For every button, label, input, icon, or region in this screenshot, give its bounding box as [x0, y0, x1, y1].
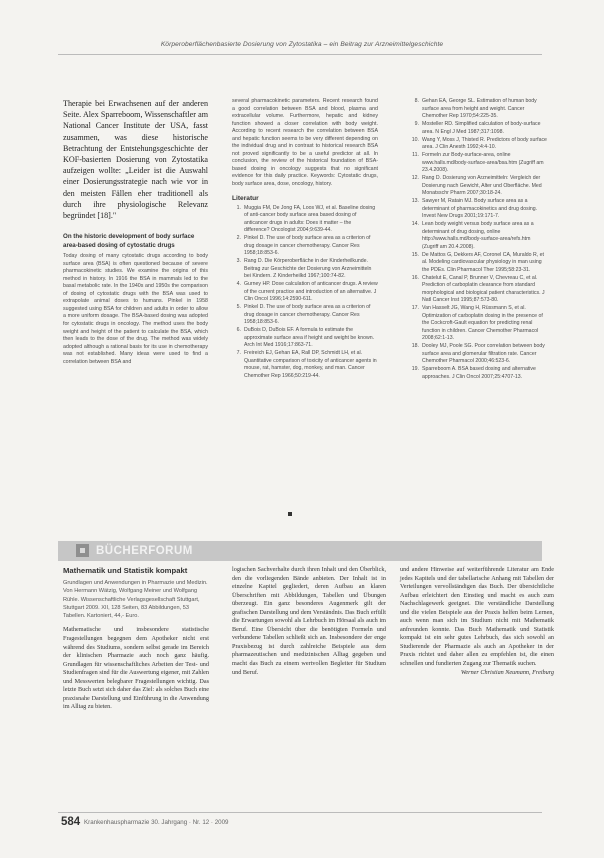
reference-text: Dooley MJ, Poole SG. Poor correlation between body surface area and glomerular filtration rate. Cancer Chemother Pharmacol 2000;46:523-6.	[422, 343, 545, 364]
reference-text: Van Hasselt JG, Wang H, Rüssmann S, et al. Optimization of carboplatin dosing in the presence of the Cockcroft-Gault equation for predicting renal function in children. Cancer Chemother Pharmacol 2008;62:1-13.	[422, 305, 543, 341]
reference-item	[410, 305, 548, 343]
reference-text: De Mattos G, Dekkers AF, Coronel CA, Muraldo R, et al. Modeling cardiovascular physiology in man using the PDEs. Clin Pharmacol Ther 1995;58:23-31.	[422, 251, 544, 273]
reference-item	[410, 221, 548, 251]
reference-text: Chatelut E, Canal P, Brunner V, Chevreau C, et al. Prediction of carboplatin clearance from standard morphological and biological patient characteristics. J Natl Cancer Inst 1995;87:573-80.	[422, 274, 545, 303]
reference-number: 3.	[236, 258, 241, 265]
reference-number: 10.	[411, 136, 419, 143]
footer-rule	[58, 812, 542, 813]
reference-text: Sparreboom A. BSA based dosing and alternative approaches. J Clin Oncol 2007;25:4707-13.	[422, 366, 536, 380]
header-rule	[58, 54, 542, 55]
article-column-right	[410, 98, 548, 382]
reference-item	[232, 205, 378, 235]
reference-number: 9.	[414, 121, 419, 127]
reference-text: Muggia FM, De Jong FA, Loos WJ, et al. Baseline dosing of anti-cancer body surface area based dosing of anticancer drugs in adults: Does it matter – the difference? Oncologist 2004;9:639-44.	[244, 204, 376, 234]
reference-number: 2.	[236, 235, 241, 242]
running-head: Körperoberflächenbasierte Dosierung von Zytostatika – ein Beitrag zur Arzneimittelgeschichte	[160, 41, 444, 48]
english-summary-text: Today dosing of many cytostatic drugs according to body surface area (BSA) is often questioned because of severe pharmacokinetic studies. We examine the origins of this method in history. In 1916 the BSA in mammals led to the basal metabolic rate. In the 1940s and 1950s the comparison of dosing of cytostatic drugs with the BSA was used to extrapolate animal doses to humans. Pinkel in 1958 suggested using BSA for children and adults in order to allow a more uniform dosage. The BSA-based dosing was adopted for cytostatic drugs in oncology. The method uses the body weight and height of the patient to calculate the BSA, which then leads to the dose of the drug. The method was widely adopted although a rational basis for its use in chemotherapy was not established. Many ideas were used to find a correlation between BSA and	[63, 253, 208, 365]
reference-text: Lean body weight versus body surface area as a determinant of drug dosing, online http://www.halls.md/body-surface-area/refs.htm (Zugriff am 20.4.2008).	[422, 221, 534, 250]
reference-item	[232, 304, 378, 327]
book-review-column-right	[400, 566, 554, 677]
book-bibliography: Grundlagen und Anwendungen in Pharmazie und Medizin. Von Hermann Wätzig, Wolfgang Meiner und Wolfgang Rühle. Wissenschaftliche Verlagsgesellschaft Stuttgart, Stuttgart 2009. XII, 128 Seiten, 83 Abbildungen, 53 Tabellen. Kartoniert, 44,- Euro.	[63, 580, 208, 620]
article-end-mark	[288, 512, 292, 516]
reference-number: 15.	[411, 251, 419, 258]
book-forum-band	[58, 541, 542, 561]
reference-text: DuBois D, DuBois EF. A formula to estimate the approximate surface area if height and weight be known. Arch Int Med 1916;17:863-71.	[244, 327, 375, 349]
reference-item	[410, 252, 548, 275]
reference-text: Gehan EA, George SL. Estimation of human body surface area from height and weight. Cancer Chemother Rep 1970;54:225-35.	[422, 98, 537, 119]
reference-number: 11.	[412, 152, 419, 158]
reference-item	[232, 281, 378, 304]
reference-number: 16.	[411, 274, 419, 281]
reference-number: 14.	[411, 221, 419, 227]
reference-item	[232, 327, 378, 350]
review-text-right: und andere Hinweise auf weiterführende Literatur am Ende jedes Kapitels und der tabellarische Anhang mit Tabellen der Verteilungen vervollständigen das Buch. Der übersichtliche Aufbau erleichtert den Einstieg und macht es auch zum Nachschlagewerk geeignet. Die verständliche Darstellung und die vielen Beispiele aus der Praxis helfen beim Lernen, auch wenn man sich im Studium nicht mit Mathematik anfreunden konnte. Das Buch Mathematik und Statistik kompakt ist ein sehr gutes Lehrbuch, das sich sowohl an Studierende der Pharmazie als auch an Apotheker in der Praxis richtet und daher allen zu empfehlen ist, die einen schnellen und fundierten Zugang zur Thematik suchen.	[400, 566, 554, 668]
page-number: 584	[61, 816, 81, 828]
journal-footer: Krankenhauspharmazie 30. Jahrgang · Nr. 12 · 2009	[84, 819, 229, 826]
section-logo-icon	[76, 544, 89, 557]
reference-text: Gurney HP. Dose calculation of anticancer drugs. A review of the current practice and introduction of an alternative. J Clin Oncol 1996;14:2590-611.	[244, 281, 378, 303]
reviewer-signature: Werner Christian Neumann, Freiburg	[460, 668, 554, 676]
reference-item	[410, 98, 548, 121]
book-review-column-left	[63, 566, 209, 712]
reference-item	[232, 258, 378, 281]
reference-number: 8.	[414, 98, 419, 104]
reference-text: Pinkel D. The use of body surface area as a criterion of drug dosage in cancer chemotherapy. Cancer Res 1958;18:853-6.	[244, 235, 371, 257]
reference-number: 5.	[236, 304, 241, 311]
reference-item	[410, 152, 548, 175]
reference-text: Rang D. Die Körperoberfläche in der Kinderheilkunde. Beitrag zur Geschichte der Dosierung von Arzneimitteln bei Kindern. Z Kinderheilkd 1967;100:74-82.	[244, 258, 372, 280]
reference-item	[410, 175, 548, 198]
reference-item	[232, 350, 378, 380]
reference-item	[410, 198, 548, 221]
reference-number: 17.	[411, 305, 419, 311]
reference-number: 7.	[236, 350, 241, 357]
review-text-middle: logischen Sachverhalte durch ihren Inhalt und den Überblick, den die vorliegenden Bände anbieten. Der Inhalt ist in einzelne Kapitel gegliedert, deren Aufbau an klaren Überschriften mit Abbildungen, Tabellen und Übungen überzeugt. Ein ganz besonderes Augenmerk gilt der grafischen Darstellung und dem Verständnis. Das Buch erfüllt die Erwartungen sowohl als Lehrbuch im Hörsaal als auch im Beruf. Eine Übersicht über die benötigten Formeln und verbundene Tabellen schließt sich an. Insbesondere der enge Praxisbezug ist durch zahlreiche Beispiele aus dem pharmazeutischen und medizinischen Alltag gegeben und macht das Buch zu einem wertvollen Begleiter für Studium und Beruf.	[232, 566, 386, 676]
reference-item	[410, 121, 548, 136]
review-text-left: Mathematische und insbesondere statistische Fragestellungen begegnen dem Apotheker nicht erst während des Studiums, sondern selbst gerade im Bereich der klinischen Pharmazie auch noch ganz häufig. Grundlagen für wissenschaftliches Arbeiten der Test- und Studienfragen sind für die Auswertung eigener, mit Zahlen und Messwerten belegbarer Fragestellungen wichtig. Das letzte Buch setzt sich daher das Ziel: als solches Buch eine praxisnahe Darstellung und Einführung in die Anwendung im Alltag zu bieten.	[63, 626, 209, 711]
reference-text: Mosteller RD. Simplified calculation of body-surface area. N Engl J Med 1987;317:1098.	[422, 121, 541, 135]
reference-list-left	[232, 205, 378, 381]
reference-text: Wang Y, Moss J, Thisted R. Predictors of body surface area. J Clin Anesth 1992;4:4-10.	[422, 136, 547, 150]
reference-number: 6.	[236, 327, 241, 334]
reference-item	[410, 137, 548, 152]
reference-item	[410, 343, 548, 366]
reference-item	[410, 366, 548, 381]
article-column-middle	[232, 98, 378, 381]
reference-item	[410, 275, 548, 305]
english-summary-heading: On the historic development of body surface area-based dosing of cytostatic drugs	[63, 233, 195, 249]
reference-item	[232, 235, 378, 258]
reference-number: 12.	[411, 175, 419, 181]
reference-text: Formeln zur Body-surface-area, online www.halls.md/body-surface-area/bsa.htm (Zugriff am 23.4.2008).	[422, 152, 544, 173]
reference-number: 18.	[411, 343, 419, 349]
reference-text: Pinkel D. The use of body surface area as a criterion of drug dosage in cancer chemotherapy. Cancer Res 1958;18:853-6.	[244, 304, 371, 326]
english-summary-continued: several pharmacokinetic parameters. Recent research found a good correlation between BSA and blood, plasma and extracellular volume. Furthermore, hepatic and kidney function showed a closer correlation with body weight. According to recent research the correlation between BSA and hepatic function seems to be very different depending on the individual drug and in contrast to historical research BSA not proved significantly to be a useful predictor at all. In conclusion, the review of the historical foundation of BSA-based dosing in oncology suggests that no significant evidence for this daily practice. Keywords: Cytostatic drugs, body surface area, dose, oncology, history.	[232, 98, 378, 188]
reference-number: 19.	[411, 366, 419, 372]
reference-number: 4.	[236, 281, 241, 288]
literature-heading: Literatur	[232, 194, 259, 202]
article-column-left	[63, 98, 208, 366]
reference-text: Freireich EJ, Gehan EA, Rall DP, Schmidt LH, et al. Quantitative comparison of toxicity of anticancer agents in mouse, rat, hamster, dog, monkey, and man. Cancer Chemother Rep 1966;50:219-44.	[244, 350, 377, 379]
reference-list-right	[410, 98, 548, 381]
article-lede: Therapie bei Erwachsenen auf der anderen Seite. Alex Sparreboom, Wissenschaftler am National Cancer Institute der USA, fasst zusammen, was diese historische Betrachtung der Entstehungsgeschichte der KOF-basierten Dosierung von Zytostatika aufzeigen wollte: „Leider ist die Auswahl einer Dosierungsstrategie nach wie vor in den meisten Fällen eher traditionell als durch ihre physiologische Relevanz begründet [18]."	[63, 99, 208, 221]
reference-text: Rang D. Dosierung von Arzneimitteln: Vergleich der Dosierung nach Gewicht, Alter und Oberfläche. Med Monatsschr Pharm 2007;30:18-24.	[422, 175, 542, 196]
reference-number: 13.	[411, 198, 419, 204]
reference-text: Sawyer M, Ratain MJ. Body surface area as a determinant of pharmacokinetics and drug dosing. Invest New Drugs 2001;19:171-7.	[422, 198, 538, 219]
book-review-column-middle	[232, 566, 386, 677]
reference-number: 1.	[236, 204, 241, 211]
book-forum-title: BÜCHERFORUM	[96, 545, 193, 557]
book-title: Mathematik und Statistik kompakt	[63, 566, 188, 575]
